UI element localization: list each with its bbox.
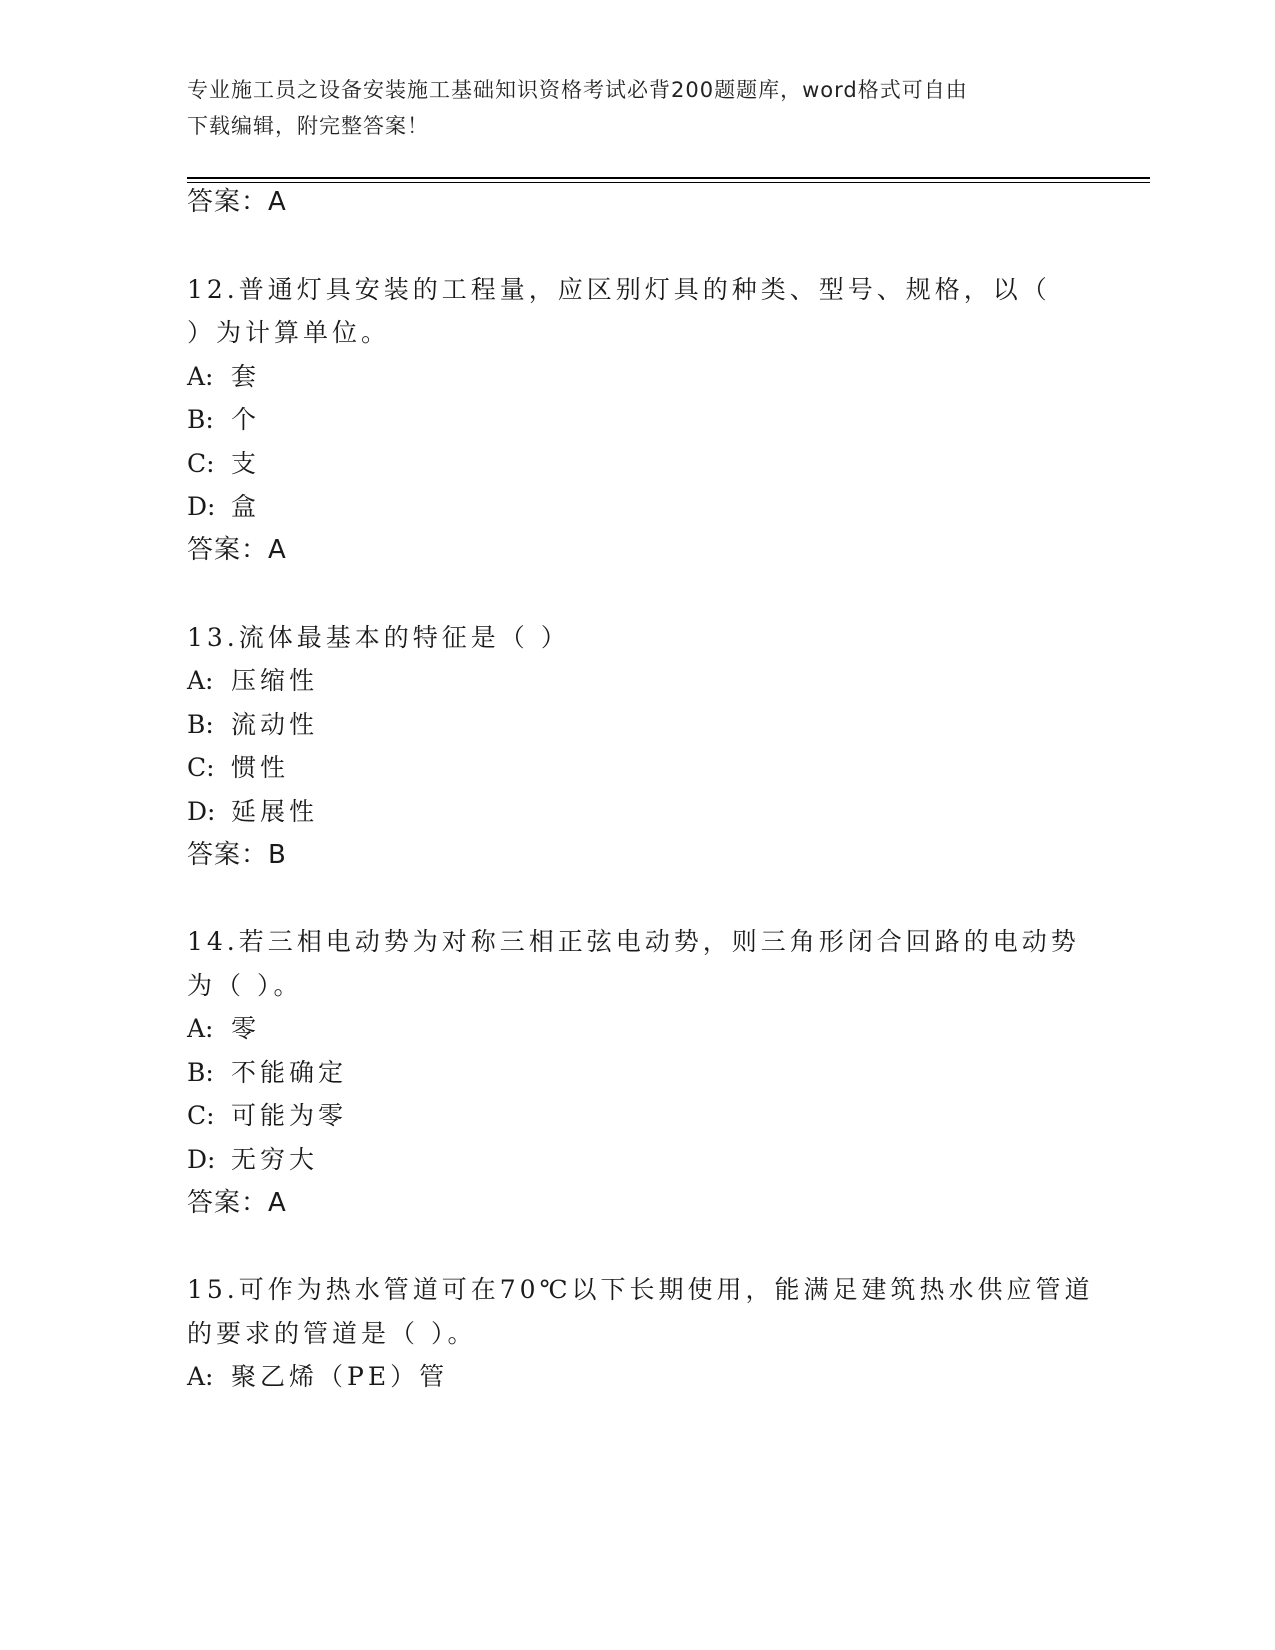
option-letter: A: [187,1362,214,1391]
option-letter: A: [187,666,214,695]
question-13-option-c [187,750,289,786]
option-text: 压缩性 [231,666,319,695]
option-text: 惯性 [231,753,290,782]
option-text: 延展性 [231,797,319,826]
option-text: 个 [231,405,261,434]
question-12-option-c [187,446,260,482]
question-13-option-a [187,663,318,699]
header-line-2: 下载编辑，附完整答案！ [187,114,429,138]
question-13-text-line-1: 13.流体最基本的特征是（ ） [187,623,570,652]
question-12-option-a [187,359,260,395]
question-14-option-b [187,1055,347,1091]
question-15-text-line-2: 的要求的管道是（ ）。 [187,1319,477,1348]
answer-11: 答案：A [187,187,287,217]
option-letter: C: [187,449,215,478]
question-14-text-line-1: 14.若三相电动势为对称三相正弦电动势，则三角形闭合回路的电动势 [187,927,1080,956]
header-divider-thick [187,177,1150,179]
question-12-option-d [187,489,260,525]
question-14-option-a [187,1011,260,1047]
option-text: 可能为零 [231,1101,348,1130]
question-13-option-b [187,707,318,743]
option-letter: D: [187,1145,216,1174]
option-letter: C: [187,1101,215,1130]
option-text: 聚乙烯（PE）管 [231,1362,449,1391]
question-15-option-a [187,1359,448,1395]
option-letter: B: [187,405,214,434]
question-14-option-d [187,1142,318,1178]
question-14-text-line-2: 为（ ）。 [187,971,303,1000]
option-letter: C: [187,753,215,782]
header-line-1: 专业施工员之设备安装施工基础知识资格考试必背200题题库，word格式可自由 [187,78,968,102]
option-letter: D: [187,797,216,826]
question-14-option-c [187,1098,347,1134]
option-text: 流动性 [231,710,319,739]
question-13-option-d [187,794,318,830]
option-letter: B: [187,1058,214,1087]
option-letter: B: [187,710,214,739]
option-letter: A: [187,362,214,391]
question-12-text-line-2: ）为计算单位。 [187,318,391,347]
option-letter: A: [187,1014,214,1043]
question-15-text-line-1: 15.可作为热水管道可在70℃以下长期使用，能满足建筑热水供应管道 [187,1275,1094,1304]
option-text: 不能确定 [231,1058,348,1087]
header-divider-thin [187,182,1150,183]
answer-12: 答案：A [187,535,287,565]
answer-13: 答案：B [187,840,287,870]
document-header [187,72,1087,144]
option-text: 无穷大 [231,1145,319,1174]
option-text: 零 [231,1014,261,1043]
option-text: 支 [231,449,261,478]
option-text: 套 [231,362,261,391]
option-letter: D: [187,492,216,521]
question-12-option-b [187,402,260,438]
question-12-text-line-1: 12.普通灯具安装的工程量，应区别灯具的种类、型号、规格，以（ [187,275,1051,304]
answer-14: 答案：A [187,1188,287,1218]
option-text: 盒 [231,492,261,521]
